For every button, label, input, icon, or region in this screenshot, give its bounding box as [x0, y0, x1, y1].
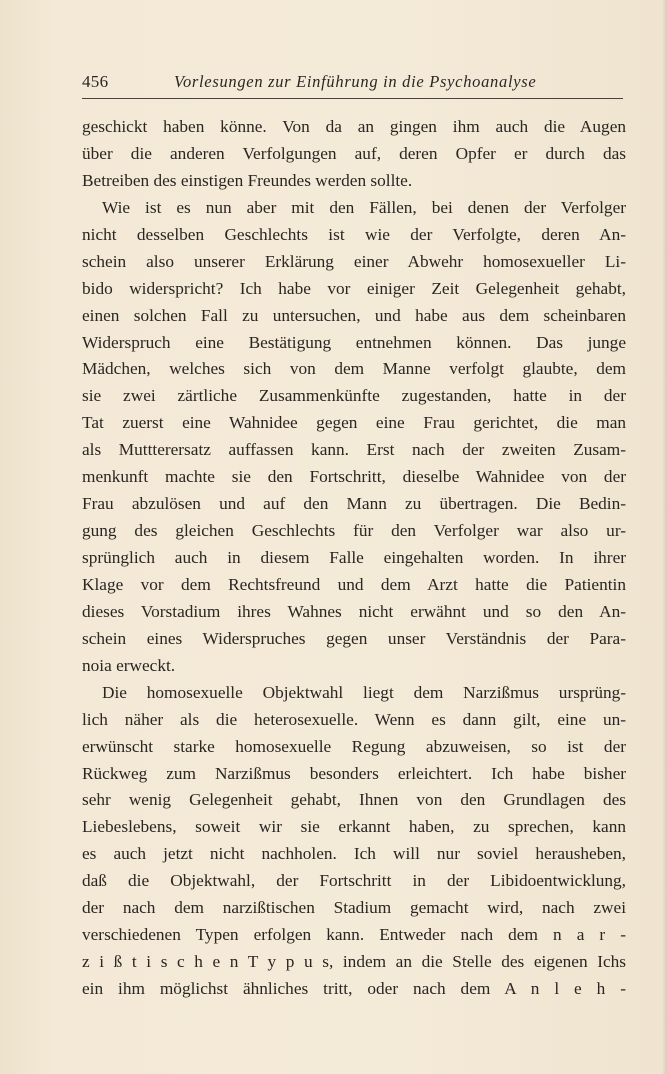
text-line: als Muttterersatz auffassen kann. Erst nach der zweiten Zusam-	[82, 440, 626, 460]
text-line: Betreiben des einstigen Freundes werden sollte.	[82, 170, 413, 190]
text-line: noia erweckt.	[82, 655, 176, 675]
text-line: erwünscht starke homosexuelle Regung abzuweisen, so ist der	[82, 736, 626, 756]
text-line: schein eines Widerspruches gegen unser Verständnis der Para-	[82, 628, 626, 648]
header-rule	[82, 98, 623, 99]
text-line: der nach dem narzißtischen Stadium gemacht wird, nach zwei	[82, 898, 626, 918]
text-line: Frau abzulösen und auf den Mann zu übertragen. Die Bedin-	[82, 494, 626, 514]
text-line: daß die Objektwahl, der Fortschritt in der Libidoentwicklung,	[82, 871, 626, 891]
text-line: Die homosexuelle Objektwahl liegt dem Narzißmus ursprüng-	[102, 682, 626, 702]
text-line: einen solchen Fall zu untersuchen, und habe aus dem scheinbaren	[82, 305, 626, 325]
text-line: Wie ist es nun aber mit den Fällen, bei denen der Verfolger	[102, 197, 626, 217]
text-line: Liebeslebens, soweit wir sie erkannt haben, zu sprechen, kann	[82, 817, 626, 837]
text-line: gung des gleichen Geschlechts für den Verfolger war also ur-	[82, 521, 626, 541]
text-line: sehr wenig Gelegenheit gehabt, Ihnen von den Grundlagen des	[82, 790, 626, 810]
text-line: Tat zuerst eine Wahnidee gegen eine Frau gerichtet, die man	[82, 413, 626, 433]
text-line: Mädchen, welches sich von dem Manne verfolgt glaubte, dem	[82, 359, 626, 379]
page-edge-shadow	[662, 0, 667, 1074]
running-title: Vorlesungen zur Einführung in die Psychoanalyse	[174, 72, 537, 91]
text-line: sie zwei zärtliche Zusammenkünfte zugestanden, hatte in der	[82, 386, 626, 406]
text-line: Rückweg zum Narzißmus besonders erleichtert. Ich habe bisher	[82, 763, 626, 783]
text-line: nicht desselben Geschlechts ist wie der Verfolgte, deren An-	[82, 224, 626, 244]
text-line: es auch jetzt nicht nachholen. Ich will nur soviel herausheben,	[82, 844, 626, 864]
text-line: sprünglich auch in diesem Falle eingehalten worden. In ihrer	[82, 548, 626, 567]
page-number: 456	[82, 72, 109, 91]
text-line: bido widerspricht? Ich habe vor einiger Zeit Gelegenheit gehabt,	[82, 278, 626, 298]
text-line: geschickt haben könne. Von da an gingen ihm auch die Augen	[82, 117, 626, 136]
text-line: über die anderen Verfolgungen auf, deren Opfer er durch das	[82, 143, 626, 163]
body-text	[82, 114, 626, 1003]
text-line: menkunft machte sie den Fortschritt, dieselbe Wahnidee von der	[82, 467, 626, 487]
text-line: z i ß t i s c h e n T y p u s, indem an die Stelle des eigenen Ichs	[82, 952, 626, 972]
text-line: dieses Vorstadium ihres Wahnes nicht erwähnt und so den An-	[82, 601, 626, 621]
text-line: schein also unserer Erklärung einer Abwehr homosexueller Li-	[82, 251, 626, 271]
text-line: verschiedenen Typen erfolgen kann. Entweder nach dem n a r -	[82, 925, 626, 945]
text-line: ein ihm möglichst ähnliches tritt, oder nach dem A n l e h -	[82, 979, 626, 998]
page-header	[82, 70, 622, 96]
text-line: lich näher als die heterosexuelle. Wenn es dann gilt, eine un-	[82, 709, 626, 729]
text-line: Klage vor dem Rechtsfreund und dem Arzt hatte die Patientin	[82, 574, 626, 594]
text-line: Widerspruch eine Bestätigung entnehmen können. Das junge	[82, 332, 626, 352]
